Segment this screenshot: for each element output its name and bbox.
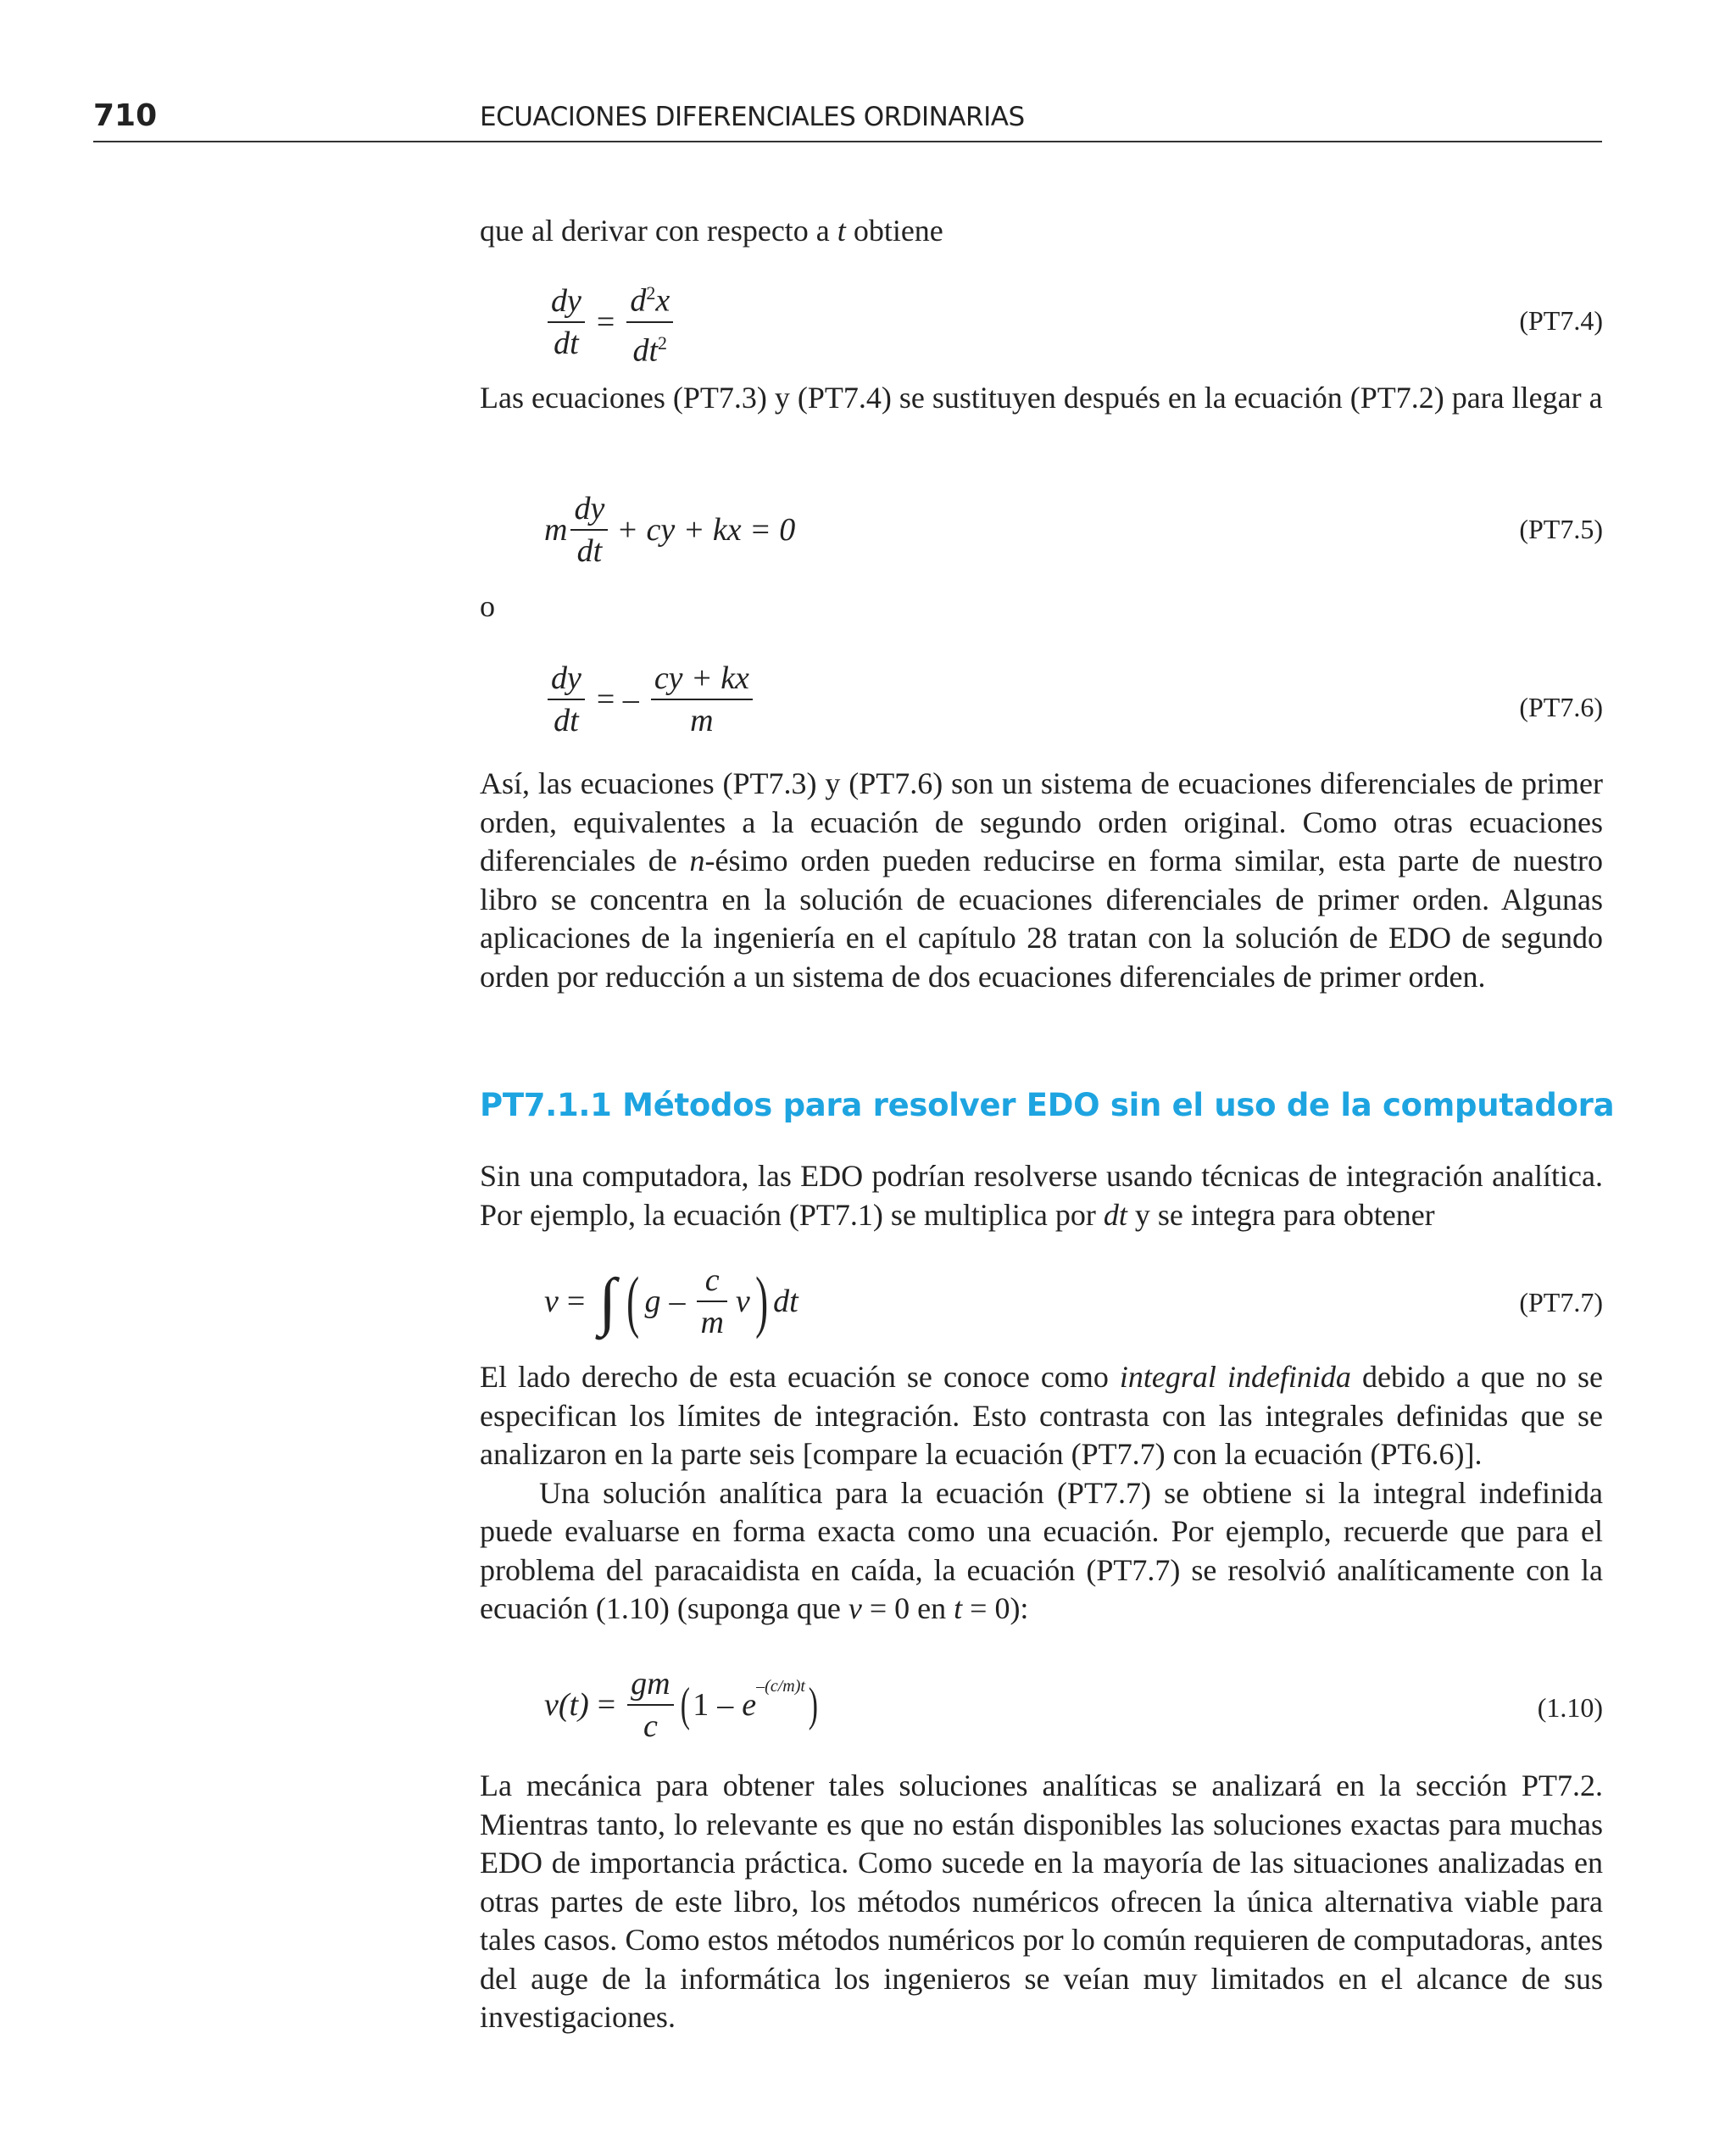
- intro-text: que al derivar con respecto a: [480, 214, 837, 248]
- paragraph-6: [480, 1767, 1603, 2037]
- frac-den: m: [700, 1305, 724, 1340]
- paragraph-4: [480, 1358, 1603, 1629]
- frac-dy-dt: [570, 488, 608, 571]
- var-x: x: [655, 282, 670, 319]
- var-v: v: [848, 1591, 862, 1625]
- intro-line: [480, 212, 1603, 251]
- sup-2: 2: [646, 282, 656, 304]
- d-symbol: d: [630, 282, 647, 319]
- var-dt: dt: [773, 1284, 798, 1319]
- paragraph-6-text: La mecánica para obtener tales soluciones analíticas se analizará en la sección PT7.2. Mientras tanto, lo relevante es que no están disponibles las soluciones exactas para muchas EDO de importancia práctica. Como sucede en la mayoría de las situaciones analizadas en otras partes de este libro, los métodos numéricos ofrecen la única alternativa viable para tales casos. Como estos métodos numéricos por lo común requieren de computadoras, antes del auge de la informática los ingenieros se veían muy limitados en el alcance de sus investigaciones.: [480, 1768, 1603, 2034]
- paragraph-3: [480, 1157, 1603, 1234]
- equation-label: (PT7.4): [1519, 305, 1603, 336]
- frac-num: c: [704, 1262, 720, 1298]
- var-dt: dt: [1103, 1197, 1127, 1232]
- paragraph-5-a: Una solución analítica para la ecuación (PT7.7) se obtiene si la integral indefinida puede evaluarse en forma exacta como una ecuación. Por ejemplo, recuerde que para el problema del paracaidista en caída, la ecuación (PT7.7) se resolvió analíticamente con la ecuación (1.10) (suponga que: [480, 1475, 1603, 1625]
- exponent: –(c/m)t: [756, 1676, 805, 1696]
- intro-end: obtiene: [845, 214, 943, 248]
- one: 1: [693, 1687, 709, 1723]
- indefinite-integral-term: integral indefinida: [1119, 1360, 1351, 1394]
- frac-num: gm: [631, 1666, 670, 1702]
- paragraph-4-b: debido a que no se especifican los límites de integración. Esto contrasta con las integrales definidas que se analizaron en la parte seis [compare la ecuación (PT7.7) con la ecuación (PT6.6)].: [480, 1360, 1603, 1471]
- var-m: m: [544, 512, 568, 548]
- section-heading: PT7.1.1 Métodos para resolver EDO sin el uso de la computadora: [480, 1087, 1615, 1123]
- paragraph-3-b: y se integra para obtener: [1127, 1197, 1435, 1232]
- paragraph-5-mid: = 0 en: [861, 1591, 954, 1625]
- frac-den: dt: [576, 533, 603, 569]
- intro-var: t: [837, 214, 846, 248]
- equation-pt7-6: $\frac{dy}{dt}$ = – $\frac{cy + kx}{m}$ (PT7.6): [480, 658, 1603, 751]
- paragraph-4-a: El lado derecho de esta ecuación se conoce como: [480, 1360, 1120, 1394]
- paragraph-2-a: Así, las ecuaciones (PT7.3) y (PT7.6) son un sistema de ecuaciones diferenciales de primer orden, equivalentes a la ecuación de segundo orden original. Como otras ecuaciones diferenciales de: [480, 766, 1603, 877]
- equation-rest: + cy + kx = 0: [616, 512, 796, 548]
- right-paren: ): [808, 1679, 818, 1731]
- frac-num: cy + kx: [654, 660, 749, 696]
- paragraph-1: [480, 379, 1603, 418]
- frac-den: c: [643, 1708, 658, 1744]
- frac-den: dt: [554, 703, 579, 738]
- frac-c-m: [697, 1260, 726, 1343]
- page-header: [93, 93, 1602, 142]
- equation-pt7-7: v = ∫ ( g – $\frac{c}{m}$ v ) dt (PT7.7): [480, 1260, 1603, 1353]
- equation-pt7-5: [480, 488, 1603, 582]
- left-paren: (: [680, 1679, 690, 1731]
- equation-pt7-4: $\frac{dy}{dt}$ = $\frac{d^2x}{dt^2}$ (PT7.4): [480, 273, 1603, 366]
- equation-label: (PT7.5): [1519, 514, 1603, 544]
- paragraph-2-b: -ésimo orden pueden reducirse en forma similar, esta parte de nuestro libro se concentra en la solución de ecuaciones diferenciales de primer orden. Algunas aplicaciones de la ingeniería en el capítulo 28 tratan con la solución de EDO de segundo orden por reducción a un sistema de dos ecuaciones diferenciales de primer orden.: [480, 844, 1603, 994]
- frac-d2x-dt2: [626, 273, 673, 370]
- var-t: t: [954, 1591, 963, 1625]
- running-title: ECUACIONES DIFERENCIALES ORDINARIAS: [480, 102, 1025, 132]
- page-number: 710: [93, 98, 158, 133]
- frac-den: dt: [554, 325, 579, 361]
- frac-gm-c: [627, 1663, 673, 1746]
- var-e: e: [742, 1687, 757, 1723]
- equation-1-10: v(t) = $\frac{gm}{c}$ ( 1 – e –(c/m)t ) (1.10): [480, 1663, 1603, 1757]
- frac-cy-kx-m: [651, 658, 753, 741]
- frac-num: dy: [551, 282, 581, 319]
- var-g: g: [644, 1284, 661, 1319]
- var-n: n: [689, 844, 705, 877]
- paragraph-2: [480, 765, 1603, 996]
- frac-num: dy: [551, 660, 581, 696]
- var-v2: v: [735, 1284, 750, 1319]
- or-word: o: [480, 589, 495, 623]
- dt-symbol: dt: [632, 332, 659, 369]
- paragraph-3-a: Sin una computadora, las EDO podrían resolverse usando técnicas de integración analítica. Por ejemplo, la ecuación (PT7.1) se multiplica por: [480, 1159, 1603, 1232]
- frac-den: m: [690, 703, 714, 738]
- paragraph-5-b: = 0):: [962, 1591, 1029, 1625]
- equation-label: (PT7.7): [1519, 1287, 1603, 1317]
- right-paren: ): [754, 1262, 768, 1340]
- equation-label: (1.10): [1537, 1692, 1603, 1723]
- equation-label: (PT7.6): [1519, 692, 1603, 722]
- integral-sign: ∫: [598, 1266, 617, 1337]
- frac-dy-dt: [548, 658, 585, 741]
- lhs-v-of-t: v(t): [544, 1687, 589, 1723]
- sup-2b: 2: [658, 331, 668, 354]
- paragraph-1-text: Las ecuaciones (PT7.3) y (PT7.4) se sustituyen después en la ecuación (PT7.2) para llegar a: [480, 381, 1603, 415]
- frac-dy-dt: [548, 281, 585, 364]
- left-paren: (: [626, 1262, 640, 1340]
- var-v: v: [544, 1284, 559, 1319]
- frac-num: dy: [574, 491, 605, 526]
